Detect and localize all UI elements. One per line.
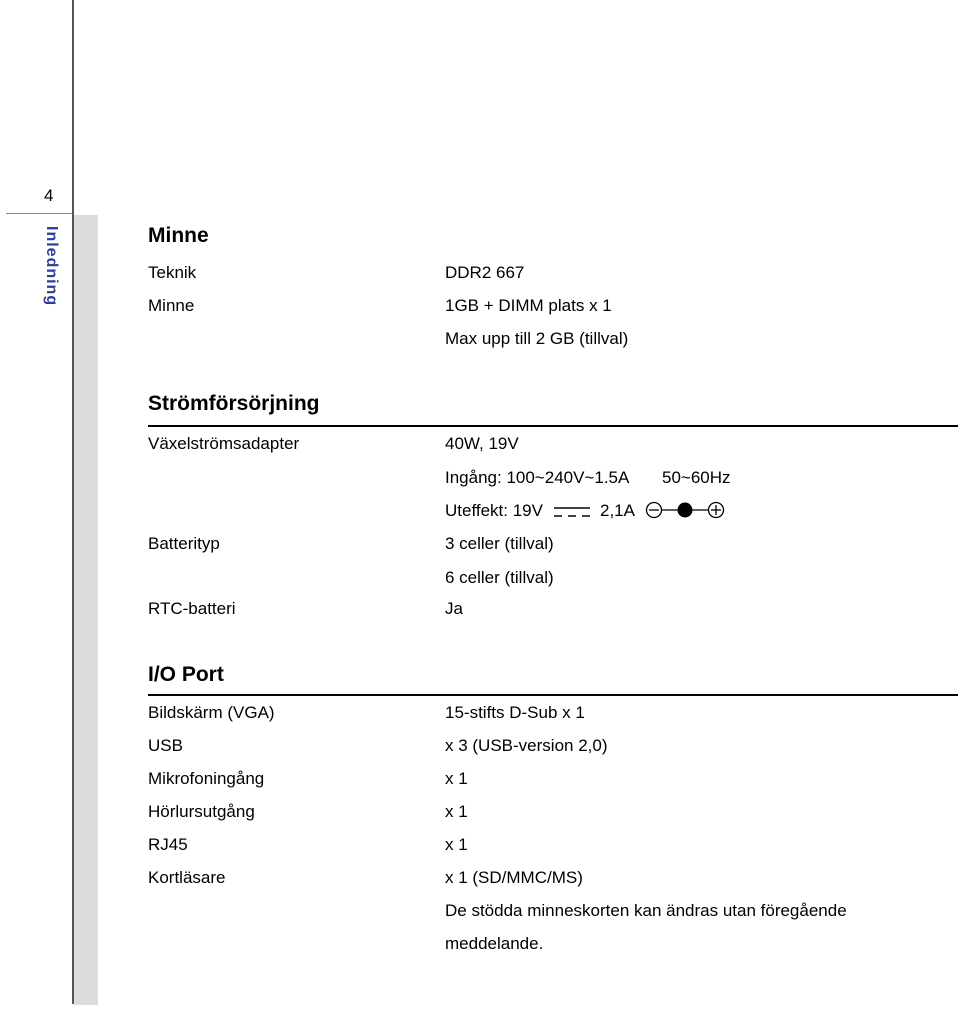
power-label-battery: Batterityp	[148, 534, 220, 553]
io-value-usb: x 3 (USB-version 2,0)	[445, 736, 608, 755]
io-value-vga: 15-stifts D-Sub x 1	[445, 703, 585, 722]
section-title-power: Strömförsörjning	[148, 392, 320, 415]
io-value-mic: x 1	[445, 769, 468, 788]
io-label-rj45: RJ45	[148, 835, 188, 854]
power-value-adapter: 40W, 19V	[445, 434, 519, 453]
io-label-headphone: Hörlursutgång	[148, 802, 255, 821]
power-value-frequency: 50~60Hz	[662, 468, 731, 487]
margin-gray-strip	[74, 215, 98, 1005]
memory-value-tech: DDR2 667	[445, 263, 525, 282]
power-value-output: Uteffekt: 19V	[445, 501, 543, 520]
io-label-cardreader: Kortläsare	[148, 868, 226, 887]
section-title-io: I/O Port	[148, 663, 224, 686]
power-value-battery-3cell: 3 celler (tillval)	[445, 534, 554, 553]
section-rule-power	[148, 425, 958, 427]
io-label-usb: USB	[148, 736, 183, 755]
section-title-memory: Minne	[148, 224, 209, 247]
page-number-rule	[6, 213, 72, 214]
section-rule-io	[148, 694, 958, 696]
io-value-cardreader: x 1 (SD/MMC/MS)	[445, 868, 583, 887]
power-value-battery-6cell: 6 celler (tillval)	[445, 568, 554, 587]
io-note-line1: De stödda minneskorten kan ändras utan föregående	[445, 901, 847, 920]
io-value-rj45: x 1	[445, 835, 468, 854]
dc-current-icon	[553, 503, 591, 521]
power-value-input: Ingång: 100~240V~1.5A	[445, 468, 630, 487]
power-label-rtc: RTC-batteri	[148, 599, 236, 618]
memory-label-memory: Minne	[148, 296, 195, 315]
power-label-adapter: Växelströmsadapter	[148, 434, 300, 453]
io-note-line2: meddelande.	[445, 934, 544, 953]
page-number: 4	[44, 186, 54, 205]
io-value-headphone: x 1	[445, 802, 468, 821]
power-value-rtc: Ja	[445, 599, 463, 618]
polarity-icon	[645, 499, 727, 521]
chapter-side-label: Inledning	[43, 226, 60, 307]
memory-label-tech: Teknik	[148, 263, 197, 282]
memory-value-max: Max upp till 2 GB (tillval)	[445, 329, 629, 348]
power-value-output-current: 2,1A	[600, 501, 635, 520]
io-label-vga: Bildskärm (VGA)	[148, 703, 275, 722]
memory-value-memory: 1GB + DIMM plats x 1	[445, 296, 612, 315]
io-label-mic: Mikrofoningång	[148, 769, 265, 788]
